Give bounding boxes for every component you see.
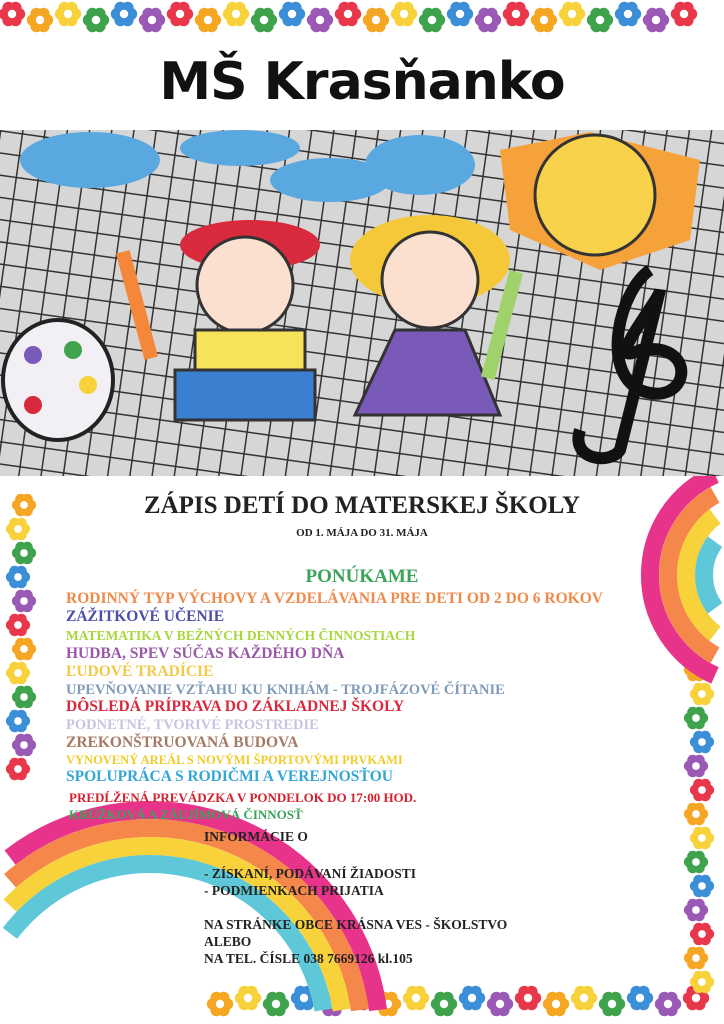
- info-item: - ZÍSKANÍ, PODÁVANÍ ŽIADOSTI: [204, 866, 417, 881]
- contact-line: NA STRÁNKE OBCE KRÁSNA VES - ŠKOLSTVO: [204, 917, 508, 932]
- offer-item: RODINNÝ TYP VÝCHOVY A VZDELÁVANIA PRE DETI OD 2 DO 6 ROKOV: [66, 590, 603, 607]
- offer-item: UPEVŇOVANIE VZŤAHU KU KNIHÁM - TROJFÁZOVÉ ČÍTANIE: [66, 682, 505, 698]
- offer-item: MATEMATIKA V BEŽNÝCH DENNÝCH ČINNOSTIACH: [66, 628, 416, 643]
- offer-title: PONÚKAME: [305, 566, 419, 587]
- enrollment-heading: ZÁPIS DETÍ DO MATERSKEJ ŠKOLY: [143, 492, 581, 519]
- offer-item: DÔSLEDÁ PRÍPRAVA DO ZÁKLADNEJ ŠKOLY: [66, 698, 405, 715]
- info-title: INFORMÁCIE O: [204, 829, 308, 844]
- children-drawing-image: [0, 130, 724, 476]
- info-item: - PODMIENKACH PRIJATIA: [204, 883, 384, 898]
- offer-item: PREDĹŽENÁ PREVÁDZKA V PONDELOK DO 17:00 HOD.: [69, 790, 417, 805]
- offer-item: VYNOVENÝ AREÁL S NOVÝMI ŠPORTOVÝMI PRVKAMI: [66, 753, 403, 767]
- offer-item: ĽUDOVÉ TRADÍCIE: [66, 663, 214, 680]
- offer-item: SPOLUPRÁCA S RODIČMI A VEREJNOSŤOU: [66, 768, 393, 785]
- offer-item: HUDBA, SPEV SÚČAS KAŽDÉHO DŇA: [66, 645, 345, 662]
- offer-item: PODNETNÉ, TVORIVÉ PROSTREDIE: [66, 717, 319, 733]
- palette-drawing: [3, 320, 113, 440]
- page-title: MŠ Krasňanko: [159, 52, 565, 112]
- offer-item: ZÁŽITKOVÉ UČENIE: [66, 608, 225, 625]
- offer-item: ZREKONŠTRUOVANÁ BUDOVA: [66, 734, 299, 751]
- contact-line: ALEBO: [204, 934, 252, 949]
- offer-item: KRÚŽKOVÁ A ZÁUJÍMOVÁ ČINNOSŤ: [69, 807, 303, 822]
- enrollment-dates: OD 1. MÁJA DO 31. MÁJA: [296, 527, 428, 539]
- contact-line: NA TEL. ČÍSLE 038 7669126 kl.105: [204, 951, 413, 966]
